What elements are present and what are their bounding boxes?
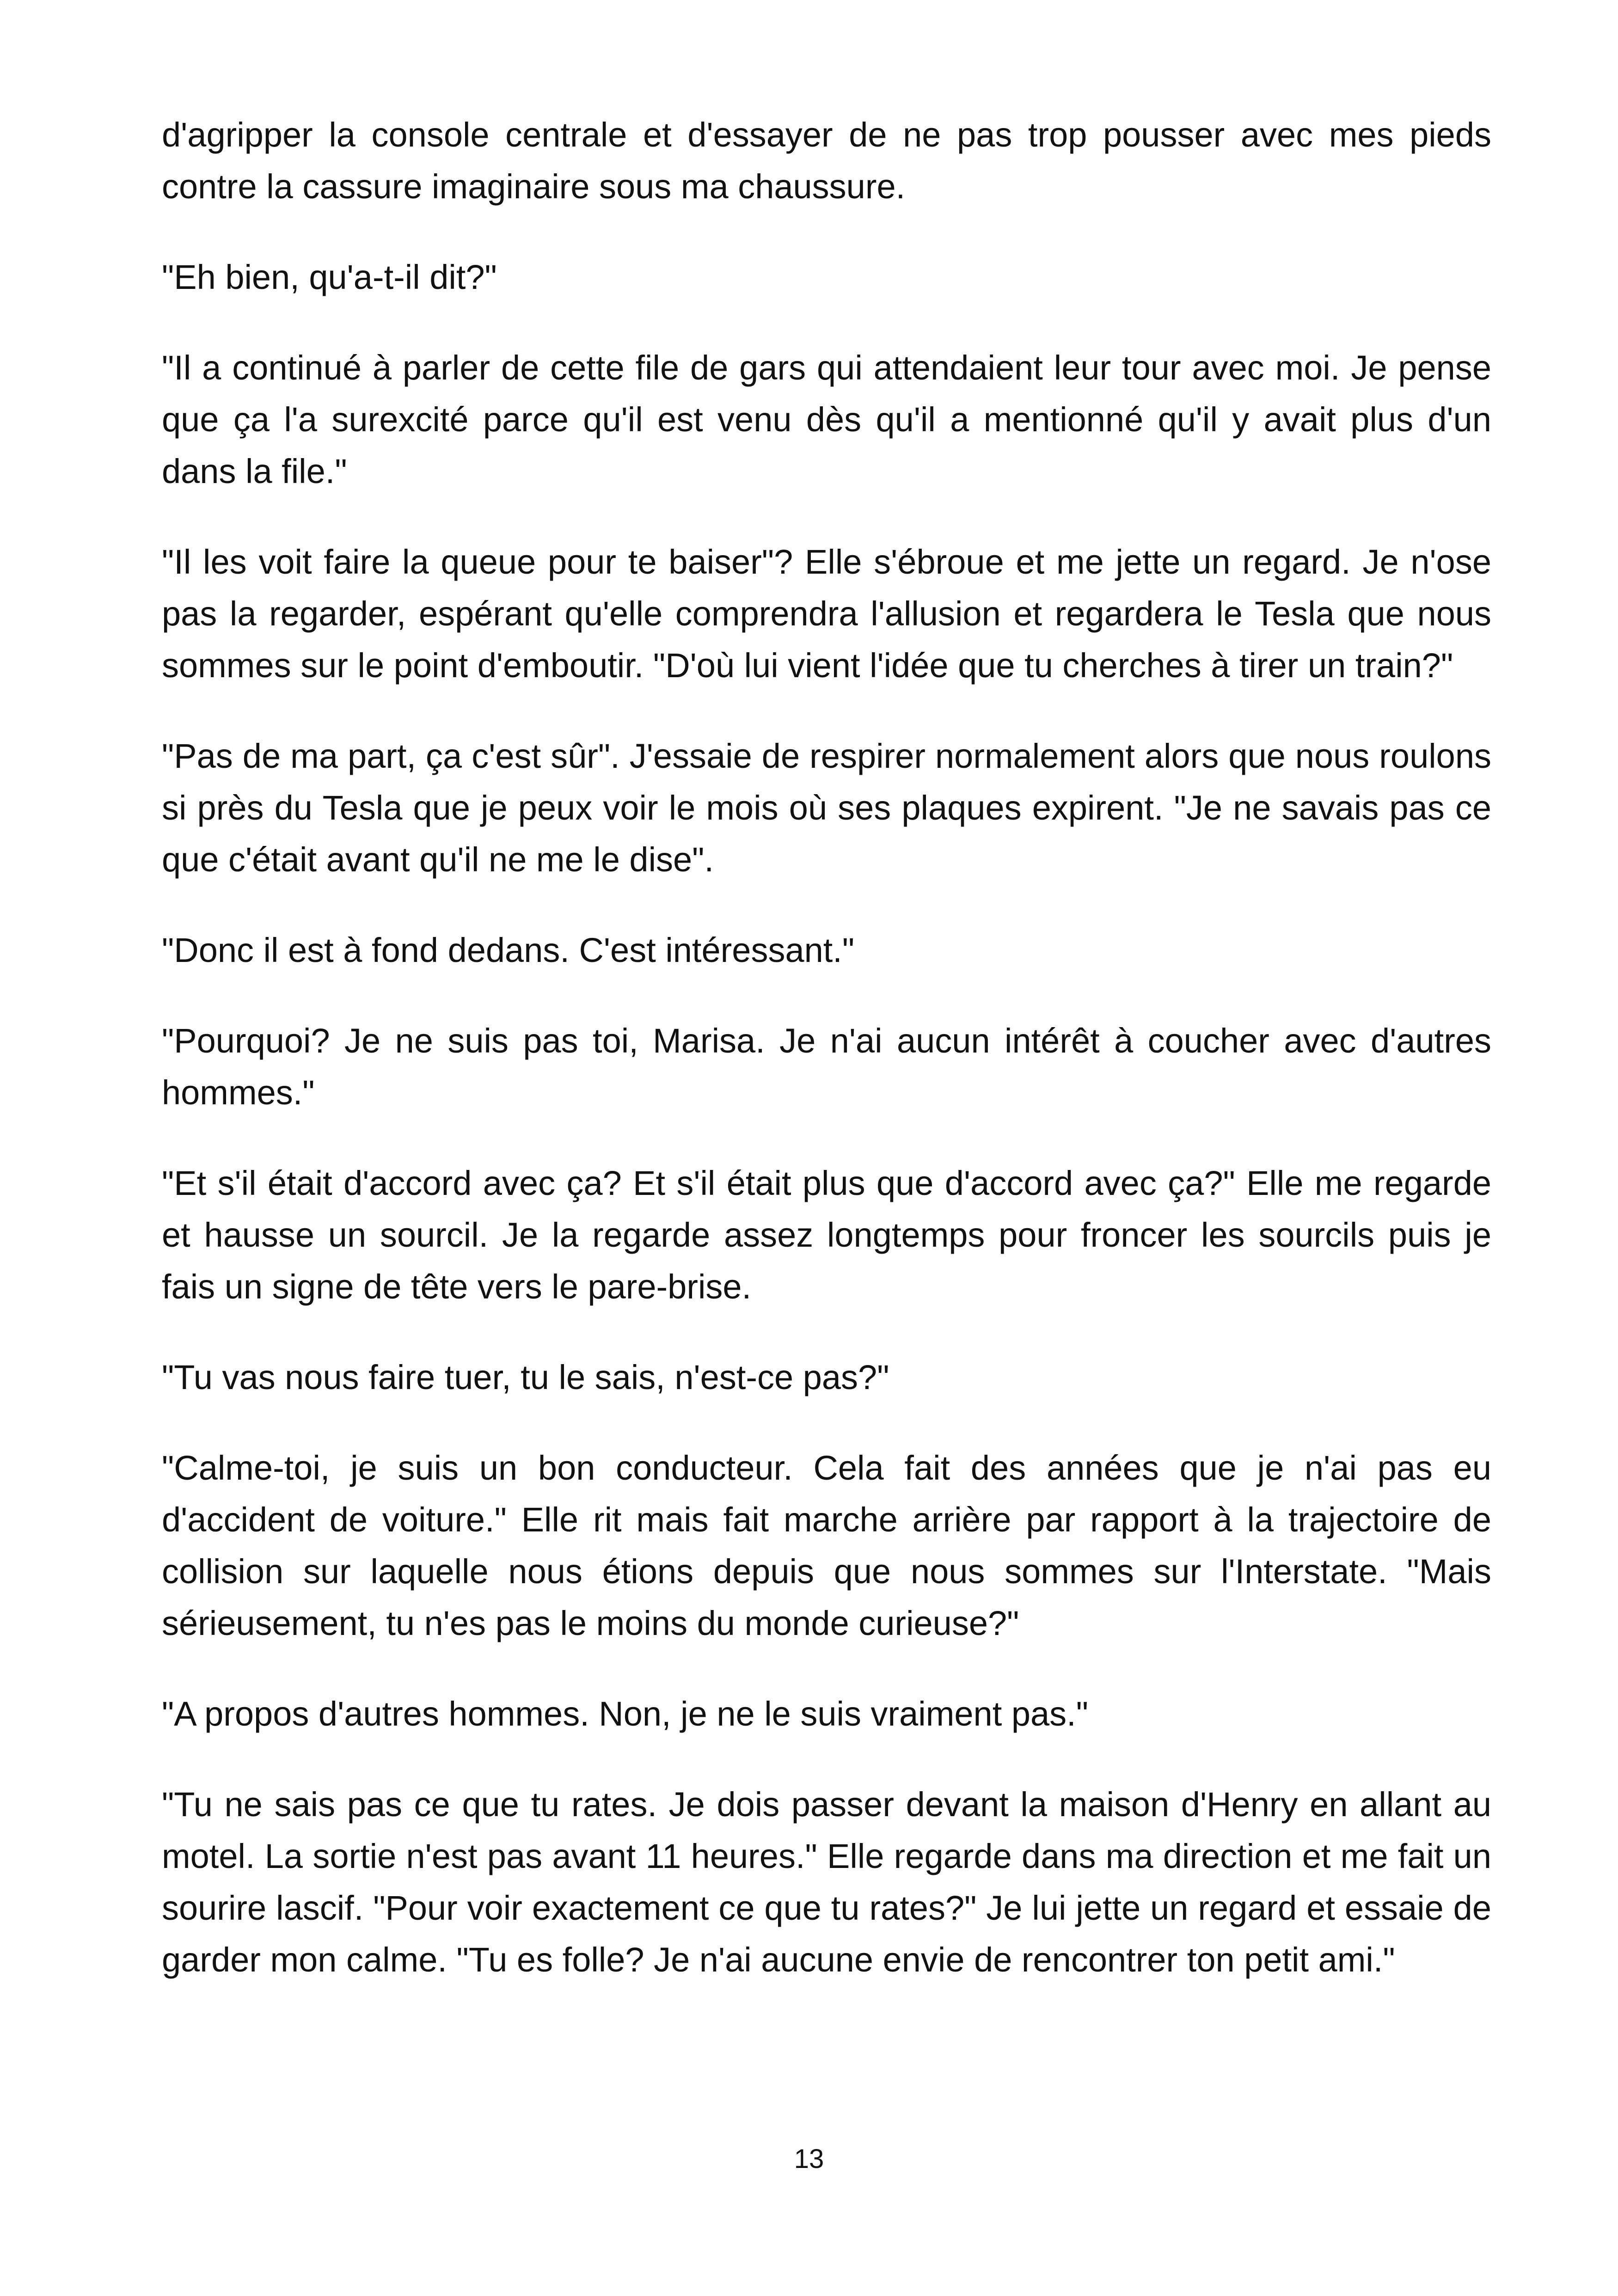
- paragraph: "Il a continué à parler de cette file de gars qui attendaient leur tour avec moi. Je pense que ça l'a surexcité parce qu'il est venu dès qu'il a mentionné qu'il y avait plus d'un dans la file.": [162, 349, 1491, 490]
- paragraph: "Pas de ma part, ça c'est sûr". J'essaie de respirer normalement alors que nous roulons si près du Tesla que je peux voir le mois où ses plaques expirent. "Je ne savais pas ce que c'était avant qu'il ne me le dise".: [162, 737, 1491, 879]
- paragraph: "Donc il est à fond dedans. C'est intéressant.": [162, 931, 855, 969]
- paragraph: "Tu vas nous faire tuer, tu le sais, n'est-ce pas?": [162, 1358, 889, 1396]
- paragraph: "Calme-toi, je suis un bon conducteur. Cela fait des années que je n'ai pas eu d'accident de voiture." Elle rit mais fait marche arrière par rapport à la trajectoire de collision sur laquelle nous étions depuis que nous sommes sur l'Interstate. "Mais sérieusement, tu n'es pas le moins du monde curieuse?": [162, 1449, 1491, 1642]
- paragraph: "Eh bien, qu'a-t-il dit?": [162, 258, 497, 296]
- body-text: [162, 109, 1491, 2025]
- page-number: 13: [794, 2144, 824, 2174]
- paragraph: "Pourquoi? Je ne suis pas toi, Marisa. Je n'ai aucun intérêt à coucher avec d'autres hommes.": [162, 1022, 1491, 1112]
- paragraph: "Et s'il était d'accord avec ça? Et s'il était plus que d'accord avec ça?" Elle me regarde et hausse un sourcil. Je la regarde assez longtemps pour froncer les sourcils puis je fais un signe de tête vers le pare-brise.: [162, 1164, 1491, 1306]
- paragraph: "Il les voit faire la queue pour te baiser"? Elle s'ébroue et me jette un regard. Je n'ose pas la regarder, espérant qu'elle comprendra l'allusion et regardera le Tesla que nous sommes sur le point d'emboutir. "D'où lui vient l'idée que tu cherches à tirer un train?": [162, 543, 1491, 685]
- paragraph: "A propos d'autres hommes. Non, je ne le suis vraiment pas.": [162, 1695, 1088, 1733]
- paragraph: "Tu ne sais pas ce que tu rates. Je dois passer devant la maison d'Henry en allant au motel. La sortie n'est pas avant 11 heures." Elle regarde dans ma direction et me fait un sourire lascif. "Pour voir exactement ce que tu rates?" Je lui jette un regard et essaie de garder mon calme. "Tu es folle? Je n'ai aucune envie de rencontrer ton petit ami.": [162, 1785, 1491, 1979]
- paragraph: d'agripper la console centrale et d'essayer de ne pas trop pousser avec mes pieds contre la cassure imaginaire sous ma chaussure.: [162, 116, 1491, 206]
